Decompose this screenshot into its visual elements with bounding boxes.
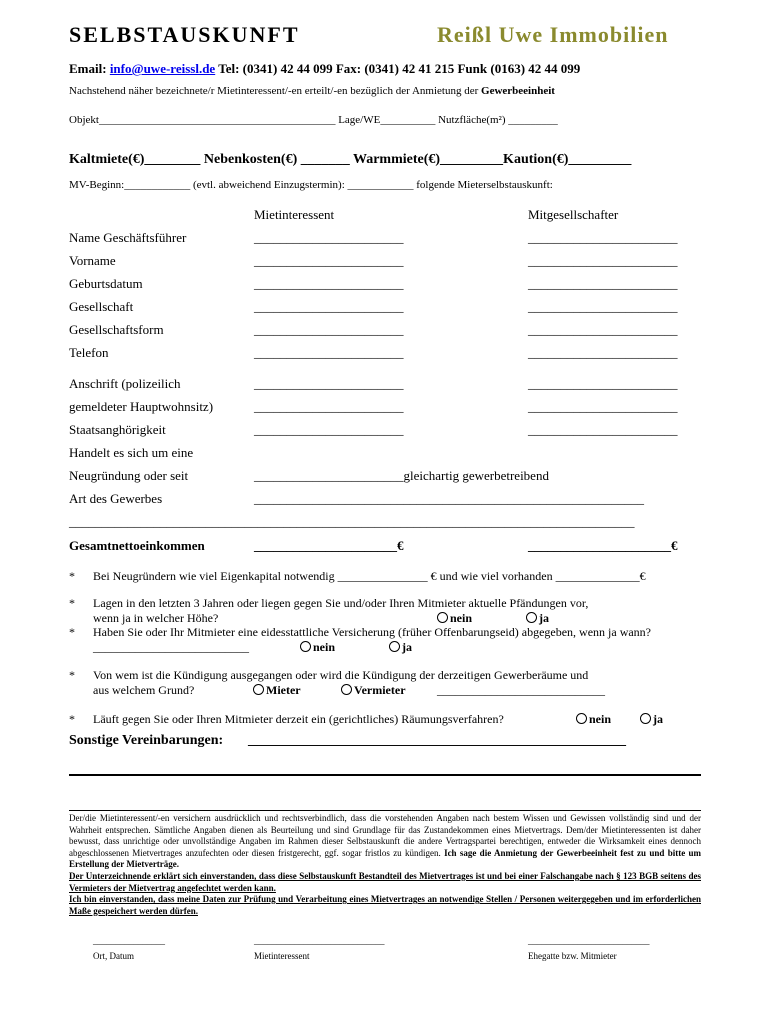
field-input-vorname-2[interactable]: _______________________ [528,253,678,268]
q2-option-ja[interactable] [526,611,549,626]
q4-blank[interactable]: ____________________________ [437,683,605,697]
q2-star: * [69,596,75,610]
separator-line [69,810,701,811]
field-label-name: Name Geschäftsführer [69,230,187,245]
field-input-telefon-2[interactable]: _______________________ [528,345,678,360]
field-input-telefon-1[interactable]: _______________________ [254,345,404,360]
field-label-staatsangehoerigkeit: Staatsanghörigkeit [69,422,166,437]
column-header-mitgesellschafter: Mitgesellschafter [528,207,619,222]
full-width-line[interactable]: _______________________________________________________________________________________ [69,514,635,529]
q2-line2: wenn ja in welcher Höhe? [93,611,219,625]
radio-icon[interactable] [576,713,587,724]
intro-main: Nachstehend näher bezeichnete/r Mietinteressent/-en erteilt/-en bezüglich der Anmietung der [69,85,479,97]
q4-vermieter-label: Vermieter [354,683,406,697]
q2-option-nein[interactable] [437,611,472,626]
q1-star: * [69,569,75,583]
legal-paragraph-2: Der Unterzeichnende erklärt sich einverstanden, dass diese Selbstauskunft Bestandteil des Mietvertrages ist und bei einer Falschangabe nach § 123 BGB seitens des Vermieters der Mietvertrag angefechtet werden kann. [69,870,701,893]
company-name: Reißl Uwe Immobilien [437,22,669,47]
handelt-label: Handelt es sich um eine [69,445,194,460]
field-input-hauptwohnsitz-1[interactable]: _______________________ [254,399,404,414]
q4-line2: aus welchem Grund? [93,683,195,697]
q4-star: * [69,668,75,682]
radio-icon[interactable] [640,713,651,724]
income-input-1[interactable]: ______________________€ [254,538,404,553]
q3-nein-label: nein [313,640,336,654]
q5-text: Läuft gegen Sie oder Ihren Mitmieter derzeit ein (gerichtliches) Räumungsverfahren? [93,712,504,726]
legal-paragraph-1-bold: Ich sage die Anmietung der Gewerbeeinheit fest zu und bitte um Erstellung der Mietverträge. [69,847,702,870]
separator-line [69,774,701,776]
legal-paragraph-3: Ich bin einverstanden, dass meine Daten zur Prüfung und Verarbeitung eines Mietvertrages an notwendige Stellen / Personen weitergegeben und im erforderlichen Maße gespeichert werden dürfen. [69,894,701,916]
neugruendung-input[interactable]: _______________________gleichartig gewerbetreibend [254,468,549,483]
field-input-name-2[interactable]: _______________________ [528,230,678,245]
q4-line1: Von wem ist die Kündigung ausgegangen oder wird die Kündigung der derzeitigen Gewerberäume und [93,668,589,682]
signature-label-ort-datum: Ort, Datum [93,951,134,961]
field-label-anschrift: Anschrift (polizeilich [69,376,181,391]
radio-icon[interactable] [341,684,352,695]
q4-mieter-label: Mieter [266,683,301,697]
q5-star: * [69,712,75,726]
q3-option-nein[interactable] [300,640,335,655]
q3-option-ja[interactable] [389,640,412,655]
field-label-gesellschaftsform: Gesellschaftsform [69,322,164,337]
q3-blank[interactable]: __________________________ [93,640,249,654]
field-label-hauptwohnsitz: gemeldeter Hauptwohnsitz) [69,399,214,414]
sonstige-label: Sonstige Vereinbarungen: [69,733,224,748]
q5-ja-label: ja [653,712,663,726]
signature-blank-ehegatte[interactable]: ___________________________ [528,936,650,946]
q4-option-vermieter[interactable] [341,683,406,698]
field-label-telefon: Telefon [69,345,109,360]
q2-nein-label: nein [450,611,473,625]
field-input-name-1[interactable]: _______________________ [254,230,404,245]
q5-option-nein[interactable] [576,712,611,727]
q3-ja-label: ja [402,640,412,654]
radio-icon[interactable] [389,641,400,652]
field-input-gesellschaft-2[interactable]: _______________________ [528,299,678,314]
field-input-geburtsdatum-1[interactable]: _______________________ [254,276,404,291]
q5-option-ja[interactable] [640,712,663,727]
field-input-gesellschaft-1[interactable]: _______________________ [254,299,404,314]
income-input-2[interactable]: ______________________€ [528,538,678,553]
intro-bold: Gewerbeeinheit [481,85,555,97]
gewerbe-input[interactable]: ____________________________________________________________ [254,491,644,506]
object-line[interactable]: Objekt___________________________________________ Lage/WE__________ Nutzfläche(m²) _________ [69,114,558,126]
signature-label-ehegatte: Ehegatte bzw. Mitmieter [528,951,617,961]
signature-blank-mietinteressent[interactable]: _____________________________ [254,936,385,946]
q5-nein-label: nein [589,712,612,726]
costs-line[interactable]: Kaltmiete(€)________ Nebenkosten(€) _______ Warmmiete(€)_________Kaution(€)_________ [69,152,632,167]
q3-line1: Haben Sie oder Ihr Mitmieter eine eidesstattliche Versicherung (früher Offenbarungseid) abgegeben, wenn ja wann? [93,625,652,639]
radio-icon[interactable] [437,612,448,623]
form-title: SELBSTAUSKUNFT [69,22,300,47]
neugruendung-label: Neugründung oder seit [69,468,189,483]
sonstige-input[interactable]: ______________________________________________________ [248,733,626,748]
q3-star: * [69,625,75,639]
mv-begin-line[interactable]: MV-Beginn:____________ (evtl. abweichend Einzugstermin): ____________ folgende Mieterselbstauskunft: [69,179,553,191]
field-label-vorname: Vorname [69,253,116,268]
field-input-anschrift-1[interactable]: _______________________ [254,376,404,391]
email-link[interactable]: info@uwe-reissl.de [109,61,216,76]
field-input-hauptwohnsitz-2[interactable]: _______________________ [528,399,678,414]
field-input-gesellschaftsform-2[interactable]: _______________________ [528,322,678,337]
q2-ja-label: ja [539,611,549,625]
intro-text [69,85,555,97]
radio-icon[interactable] [526,612,537,623]
field-input-geburtsdatum-2[interactable]: _______________________ [528,276,678,291]
q2-line1: Lagen in den letzten 3 Jahren oder liegen gegen Sie und/oder Ihren Mitmieter aktuelle Pfändungen vor, [93,596,589,610]
gewerbe-label: Art des Gewerbes [69,491,163,506]
email-label: Email: [69,61,107,76]
signature-label-mietinteressent: Mietinteressent [254,951,310,961]
q4-option-mieter[interactable] [253,683,301,698]
field-label-geburtsdatum: Geburtsdatum [69,276,143,291]
q1-text[interactable]: Bei Neugründern wie viel Eigenkapital notwendig _______________ € und wie viel vorhanden ______________€ [93,569,646,583]
radio-icon[interactable] [253,684,264,695]
field-input-staatsangehoerigkeit-1[interactable]: _______________________ [254,422,404,437]
phone-info: Tel: (0341) 42 44 099 Fax: (0341) 42 41 215 Funk (0163) 42 44 099 [218,61,581,76]
field-input-anschrift-2[interactable]: _______________________ [528,376,678,391]
field-input-staatsangehoerigkeit-2[interactable]: _______________________ [528,422,678,437]
field-input-vorname-1[interactable]: _______________________ [254,253,404,268]
field-input-gesellschaftsform-1[interactable]: _______________________ [254,322,404,337]
signature-blank-ort-datum[interactable]: ________________ [93,936,165,946]
contact-line [69,61,580,77]
radio-icon[interactable] [300,641,311,652]
legal-declaration [69,813,701,917]
legal-paragraph-1: Der/die Mietinteressent/-en versichern ausdrücklich und rechtsverbindlich, dass die vorstehenden Angaben nach bestem Wissen und Gewissen vollständig sind und der Wahrheit entsprechen. Sämtliche Angaben dienen als Beurteilung und sind Grundlage für das Zustandekommen eines Mietvertrags. Dem/der Mietinteressenten ist daher bewusst, dass unrichtige oder unvollständige Angaben im Rahmen dieser Selbstauskunft die andere Vertragspartei berechtigen, entweder die Wirksamkeit eines dennoch abgeschlossenen Mietvertrages anzufechten oder diesen fristgerecht, ggf. sogar fristlos zu kündigen. [69,813,701,858]
field-label-gesellschaft: Gesellschaft [69,299,134,314]
column-header-mietinteressent: Mietinteressent [254,207,335,222]
income-label: Gesamtnettoeinkommen [69,538,205,553]
